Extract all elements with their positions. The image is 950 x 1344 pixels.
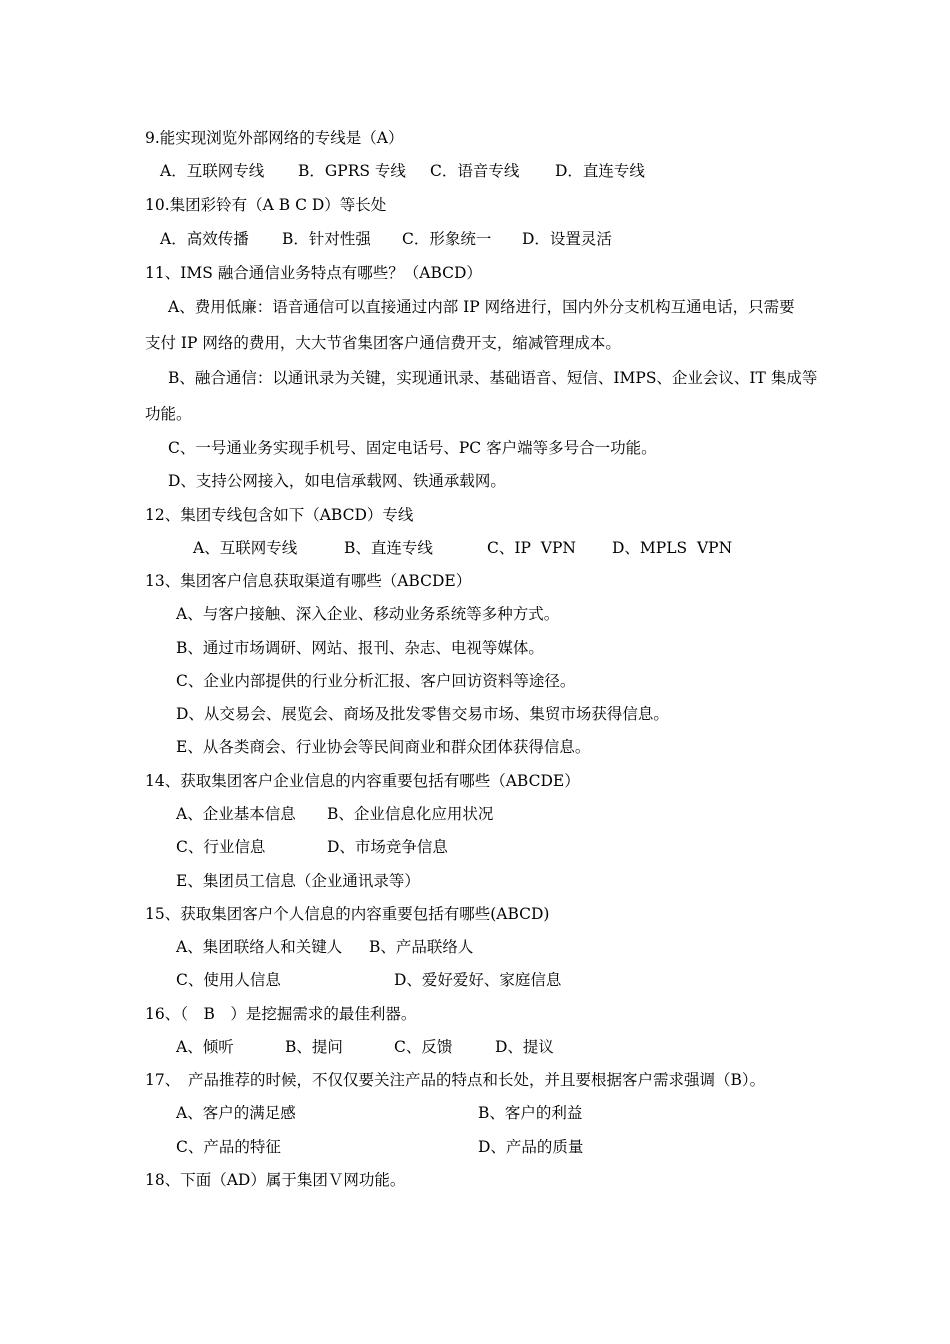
question-13: 13、集团客户信息获取渠道有哪些（ABCDE） [145,572,472,590]
option-a: A、客户的满足感 [176,1104,296,1122]
option-b: B、企业信息化应用状况 [327,805,494,823]
option-a-line-1: A、费用低廉：语音通信可以直接通过内部 IP 网络进行，国内外分支机构互通电话，只需要 [168,298,795,316]
option-b: B．针对性强 [282,230,371,248]
question-16: 16、（ B ）是挖掘需求的最佳利器。 [145,1005,417,1023]
option-b: B、直连专线 [344,539,433,557]
question-14-options-ab [0,804,950,824]
option-e: E、从各类商会、行业协会等民间商业和群众团体获得信息。 [176,738,591,756]
option-c: C、IP VPN [487,539,576,557]
option-b: B、产品联络人 [369,938,474,956]
option-a: A．互联网专线 [160,162,265,180]
option-d: D、从交易会、展览会、商场及批发零售交易市场、集贸市场获得信息。 [176,705,669,723]
option-b: B、客户的利益 [478,1104,583,1122]
option-c: C、产品的特征 [176,1138,281,1156]
question-17: 17、 产品推荐的时候，不仅仅要关注产品的特点和长处，并且要根据客户需求强调（B）。 [145,1071,766,1089]
option-d: D．直连专线 [555,162,645,180]
question-11: 11、IMS 融合通信业务特点有哪些？（ABCD） [145,264,482,282]
question-14-options-cd [0,837,950,857]
question-12-options [0,538,950,558]
option-d: D、市场竞争信息 [327,838,448,856]
option-c: C、反馈 [394,1038,453,1056]
option-a: A、集团联络人和关键人 [176,938,343,956]
question-9: 9.能实现浏览外部网络的专线是（A） [145,129,404,147]
option-a: A、倾听 [176,1038,234,1056]
option-e: E、集团员工信息（企业通讯录等） [176,872,420,890]
option-c: C、使用人信息 [176,971,281,989]
question-10: 10.集团彩铃有（A B C D）等长处 [145,196,387,214]
option-d: D、MPLS VPN [612,539,733,557]
question-12: 12、集团专线包含如下（ABCD）专线 [145,506,414,524]
option-a: A、企业基本信息 [176,805,296,823]
question-17-options-ab [0,1103,950,1123]
option-c: C．形象统一 [402,230,492,248]
question-15-options-ab [0,937,950,957]
question-10-options [0,229,950,249]
option-b-line-2: 功能。 [145,405,192,423]
question-9-options [0,161,950,181]
option-d: D、提议 [495,1038,554,1056]
option-b-line-1: B、融合通信：以通讯录为关键，实现通讯录、基础语音、短信、IMPS、企业会议、IT 集成等 [168,369,818,387]
option-c: C、企业内部提供的行业分析汇报、客户回访资料等途径。 [176,672,576,690]
option-d: D、产品的质量 [478,1138,584,1156]
option-b: B、提问 [285,1038,343,1056]
option-a-line-2: 支付 IP 网络的费用，大大节省集团客户通信费开支，缩减管理成本。 [145,334,621,352]
option-b: B、通过市场调研、网站、报刊、杂志、电视等媒体。 [176,639,544,657]
question-15: 15、获取集团客户个人信息的内容重要包括有哪些(ABCD) [145,905,550,923]
option-d: D、支持公网接入，如电信承载网、铁通承载网。 [168,472,506,490]
option-a: A．高效传播 [160,230,249,248]
option-c: C、行业信息 [176,838,266,856]
question-15-options-cd [0,970,950,990]
option-c: C．语音专线 [430,162,520,180]
option-a: A、与客户接触、深入企业、移动业务系统等多种方式。 [176,605,560,623]
question-17-options-cd [0,1137,950,1157]
option-c: C、一号通业务实现手机号、固定电话号、PC 客户端等多号合一功能。 [168,439,657,457]
option-d: D、爱好爱好、家庭信息 [394,971,562,989]
question-16-options [0,1037,950,1057]
question-18: 18、下面（AD）属于集团Ｖ网功能。 [145,1171,406,1189]
option-b: B．GPRS 专线 [298,162,406,180]
question-14: 14、获取集团客户企业信息的内容重要包括有哪些（ABCDE） [145,772,580,790]
option-a: A、互联网专线 [193,539,298,557]
option-d: D．设置灵活 [522,230,612,248]
